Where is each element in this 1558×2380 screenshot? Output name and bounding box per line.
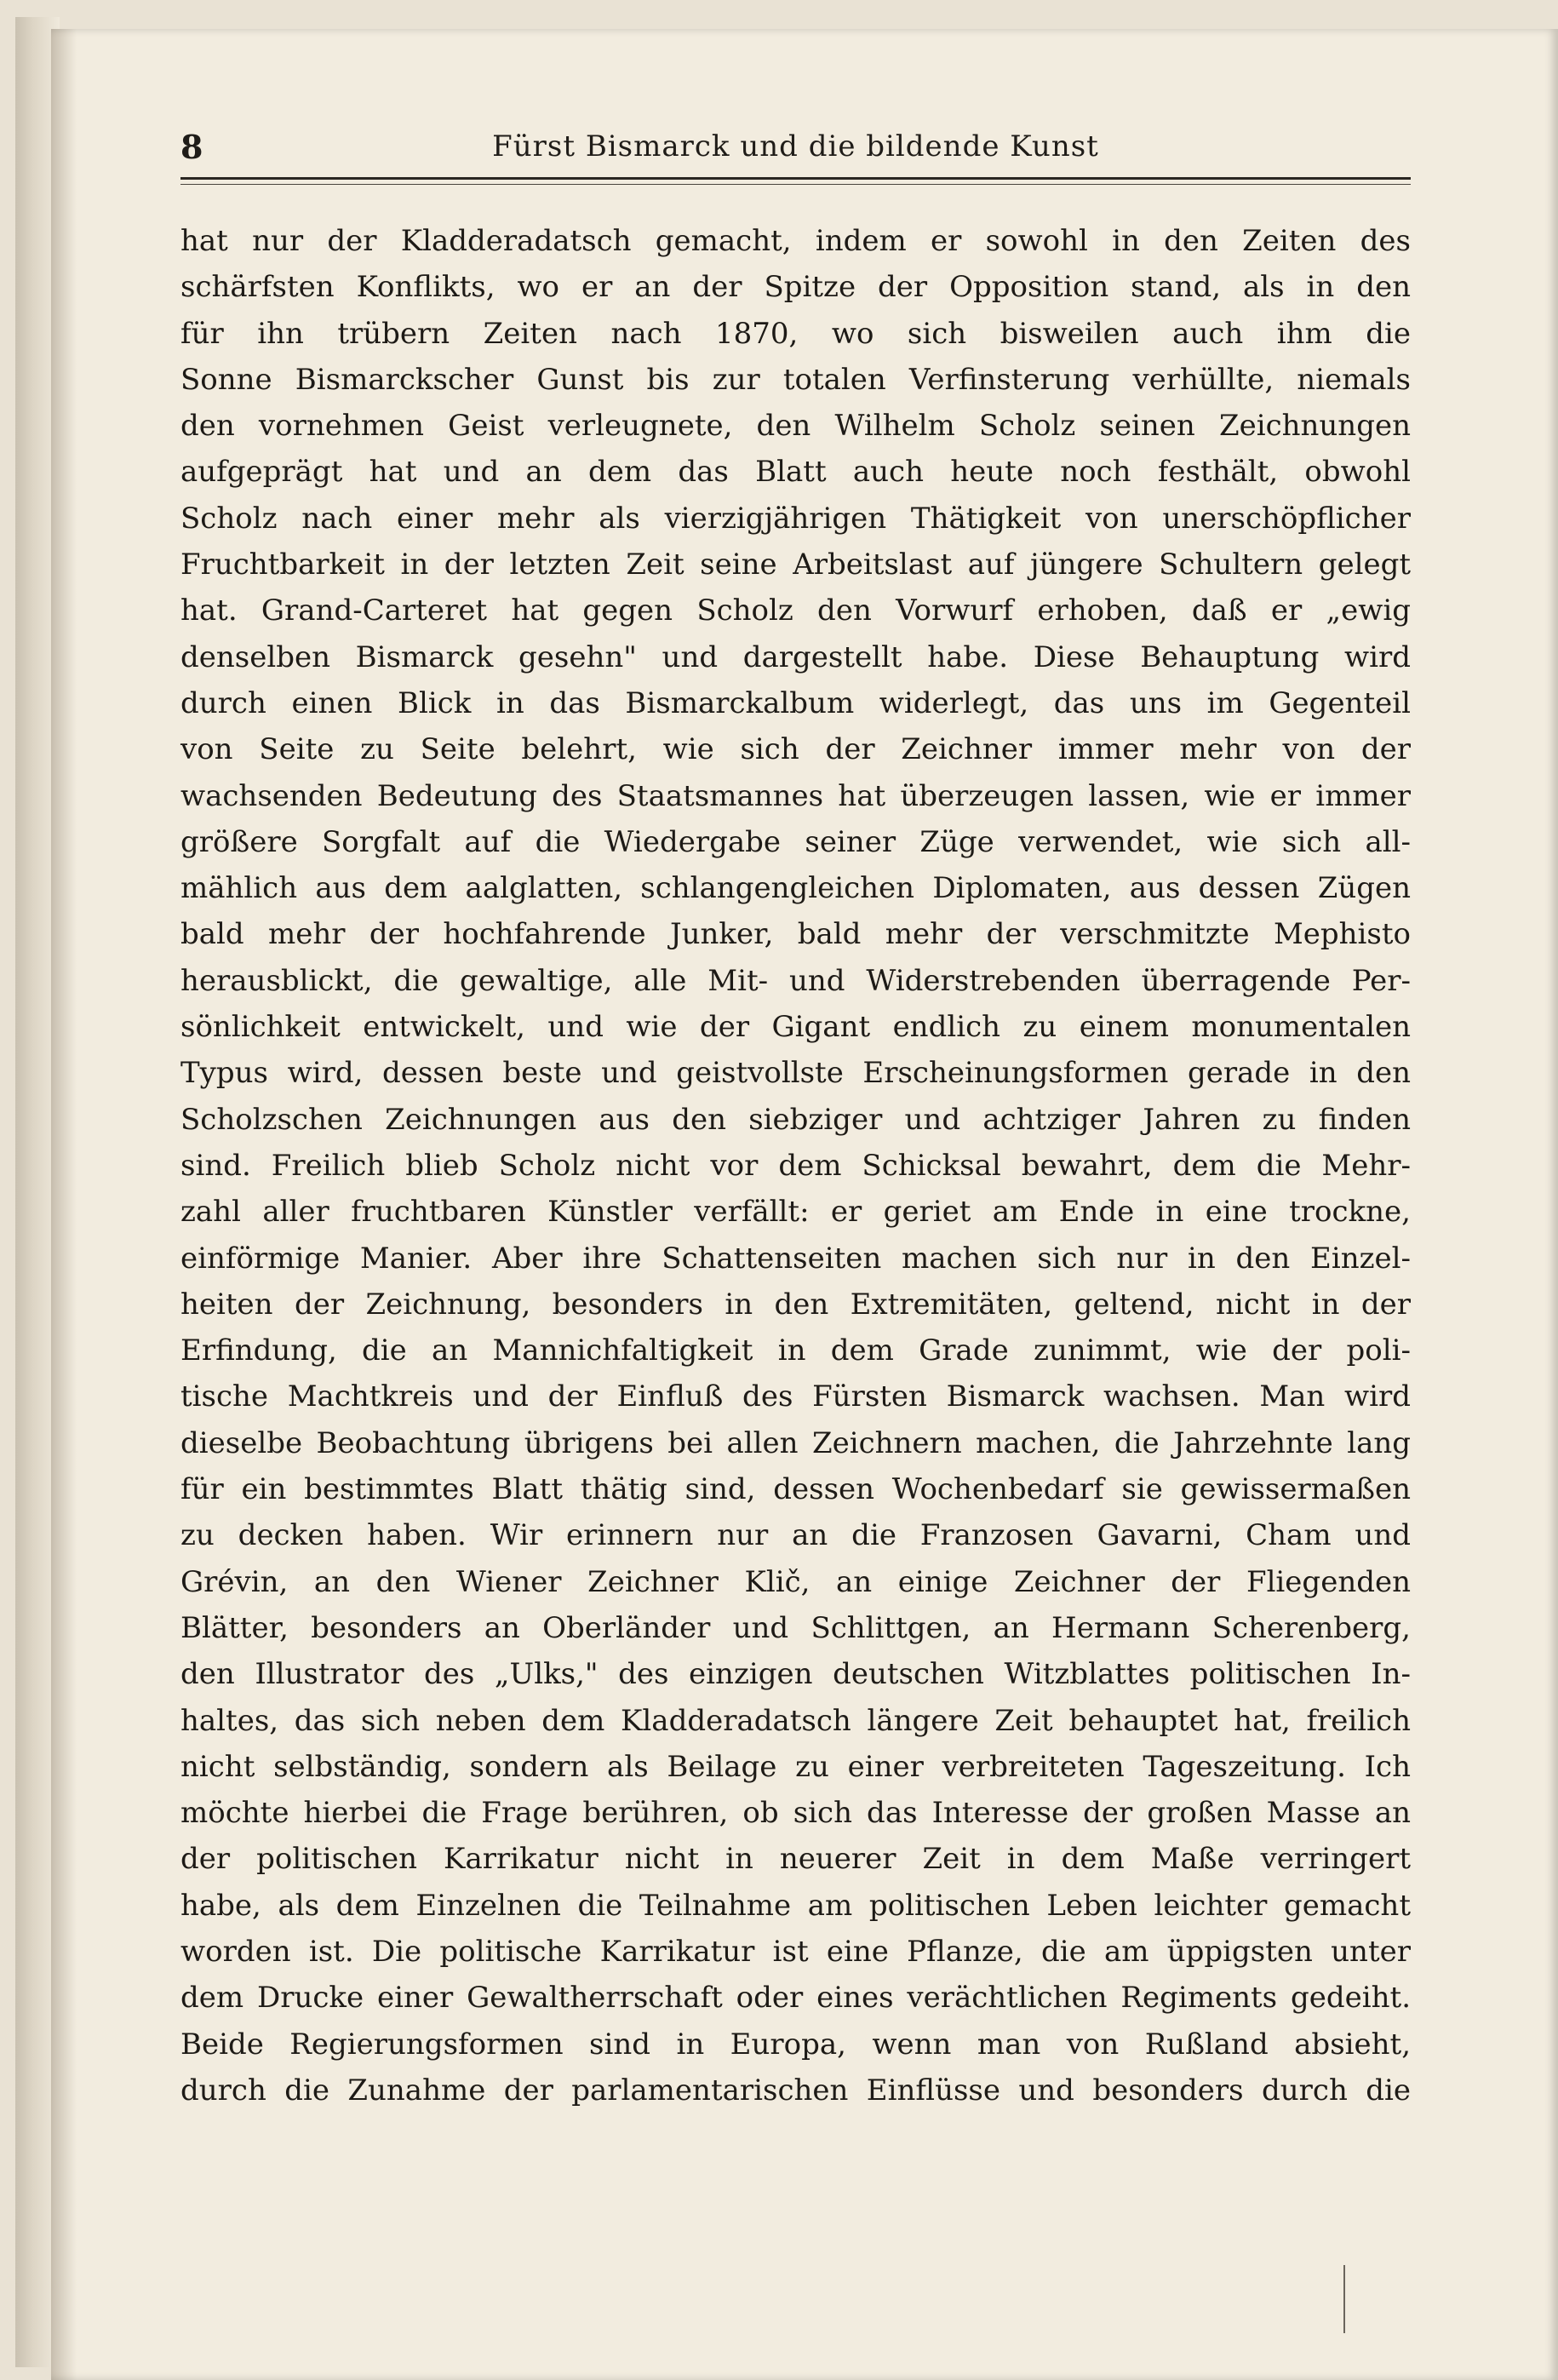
text-line: haltes, das sich neben dem Kladderadatsch längere Zeit behauptet hat, freilich bbox=[180, 1703, 1411, 1738]
header-rule-thin bbox=[180, 184, 1411, 185]
text-line: Sonne Bismarckscher Gunst bis zur totalen Verfinsterung verhüllte, niemals bbox=[180, 362, 1411, 397]
text-line: größere Sorgfalt auf die Wiedergabe seiner Züge verwendet, wie sich all- bbox=[180, 824, 1411, 859]
text-line: zahl aller fruchtbaren Künstler verfällt: er geriet am Ende in eine trockne, bbox=[180, 1195, 1411, 1230]
text-line: wachsenden Bedeutung des Staatsmannes hat überzeugen lassen, wie er immer bbox=[180, 778, 1411, 813]
text-line: Blätter, besonders an Oberländer und Schlittgen, an Hermann Scherenberg, bbox=[180, 1610, 1411, 1645]
text-line: bald mehr der hochfahrende Junker, bald mehr der verschmitzte Mephisto bbox=[180, 917, 1411, 952]
margin-pencil-mark bbox=[1343, 2265, 1345, 2333]
body-text bbox=[180, 218, 1411, 2113]
text-line: Typus wird, dessen beste und geistvollste Erscheinungsformen gerade in den bbox=[180, 1056, 1411, 1091]
text-line: herausblickt, die gewaltige, alle Mit- und Widerstrebenden überragende Per- bbox=[180, 963, 1411, 998]
text-line: schärfsten Konflikts, wo er an der Spitze der Opposition stand, als in den bbox=[180, 270, 1411, 305]
text-line: denselben Bismarck gesehn" und dargestellt habe. Diese Behauptung wird bbox=[180, 639, 1411, 674]
text-line: heiten der Zeichnung, besonders in den Extremitäten, geltend, nicht in der bbox=[180, 1287, 1411, 1322]
text-line: Scholzschen Zeichnungen aus den siebziger und achtziger Jahren zu finden bbox=[180, 1102, 1411, 1137]
text-line: Scholz nach einer mehr als vierzigjährigen Thätigkeit von unerschöpflicher bbox=[180, 501, 1411, 536]
text-line: sind. Freilich blieb Scholz nicht vor dem Schicksal bewahrt, dem die Mehr- bbox=[180, 1148, 1411, 1183]
text-line: den vornehmen Geist verleugnete, den Wilhelm Scholz seinen Zeichnungen bbox=[180, 409, 1411, 444]
text-line: aufgeprägt hat und an dem das Blatt auch heute noch festhält, obwohl bbox=[180, 455, 1411, 490]
text-line: hat nur der Kladderadatsch gemacht, indem er sowohl in den Zeiten des bbox=[180, 224, 1411, 258]
text-line: sönlichkeit entwickelt, und wie der Gigant endlich zu einem monumentalen bbox=[180, 1010, 1411, 1045]
text-line: möchte hierbei die Frage berühren, ob sich das Interesse der großen Masse an bbox=[180, 1796, 1411, 1831]
text-line: für ihn trübern Zeiten nach 1870, wo sich bisweilen auch ihm die bbox=[180, 316, 1411, 351]
text-line: zu decken haben. Wir erinnern nur an die Franzosen Gavarni, Cham und bbox=[180, 1518, 1411, 1553]
text-line: hat. Grand-Carteret hat gegen Scholz den Vorwurf erhoben, daß er „ewig bbox=[180, 594, 1411, 628]
text-line: habe, als dem Einzelnen die Teilnahme am politischen Leben leichter gemacht bbox=[180, 1888, 1411, 1923]
running-title: Fürst Bismarck und die bildende Kunst bbox=[492, 129, 1099, 163]
text-line: der politischen Karrikatur nicht in neuerer Zeit in dem Maße verringert bbox=[180, 1842, 1411, 1877]
text-line: Grévin, an den Wiener Zeichner Klič, an einige Zeichner der Fliegenden bbox=[180, 1564, 1411, 1599]
text-line: dieselbe Beobachtung übrigens bei allen Zeichnern machen, die Jahrzehnte lang bbox=[180, 1425, 1411, 1460]
text-line: einförmige Manier. Aber ihre Schattenseiten machen sich nur in den Einzel- bbox=[180, 1241, 1411, 1276]
text-line: Fruchtbarkeit in der letzten Zeit seine Arbeitslast auf jüngere Schultern gelegt bbox=[180, 548, 1411, 582]
text-line: für ein bestimmtes Blatt thätig sind, dessen Wochenbedarf sie gewissermaßen bbox=[180, 1472, 1411, 1507]
text-line: mählich aus dem aalglatten, schlangengleichen Diplomaten, aus dessen Zügen bbox=[180, 871, 1411, 906]
text-line: tische Machtkreis und der Einfluß des Fürsten Bismarck wachsen. Man wird bbox=[180, 1379, 1411, 1414]
page-number: 8 bbox=[180, 128, 203, 166]
text-line: durch einen Blick in das Bismarckalbum widerlegt, das uns im Gegenteil bbox=[180, 685, 1411, 720]
running-header bbox=[180, 128, 1411, 175]
text-line: dem Drucke einer Gewaltherrschaft oder eines verächtlichen Regiments gedeiht. bbox=[180, 1981, 1411, 2016]
text-line: durch die Zunahme der parlamentarischen Einflüsse und besonders durch die bbox=[180, 2073, 1411, 2108]
text-line: nicht selbständig, sondern als Beilage zu einer verbreiteten Tageszeitung. Ich bbox=[180, 1749, 1411, 1784]
text-line: worden ist. Die politische Karrikatur ist eine Pflanze, die am üppigsten unter bbox=[180, 1934, 1411, 1969]
header-rule bbox=[180, 177, 1411, 180]
text-line: den Illustrator des „Ulks," des einzigen deutschen Witzblattes politischen In- bbox=[180, 1657, 1411, 1692]
text-line: Beide Regierungsformen sind in Europa, wenn man von Rußland absieht, bbox=[180, 2027, 1411, 2062]
text-line: Erfindung, die an Mannichfaltigkeit in dem Grade zunimmt, wie der poli- bbox=[180, 1333, 1411, 1368]
spine-shadow bbox=[51, 29, 77, 2380]
text-line: von Seite zu Seite belehrt, wie sich der Zeichner immer mehr von der bbox=[180, 732, 1411, 767]
